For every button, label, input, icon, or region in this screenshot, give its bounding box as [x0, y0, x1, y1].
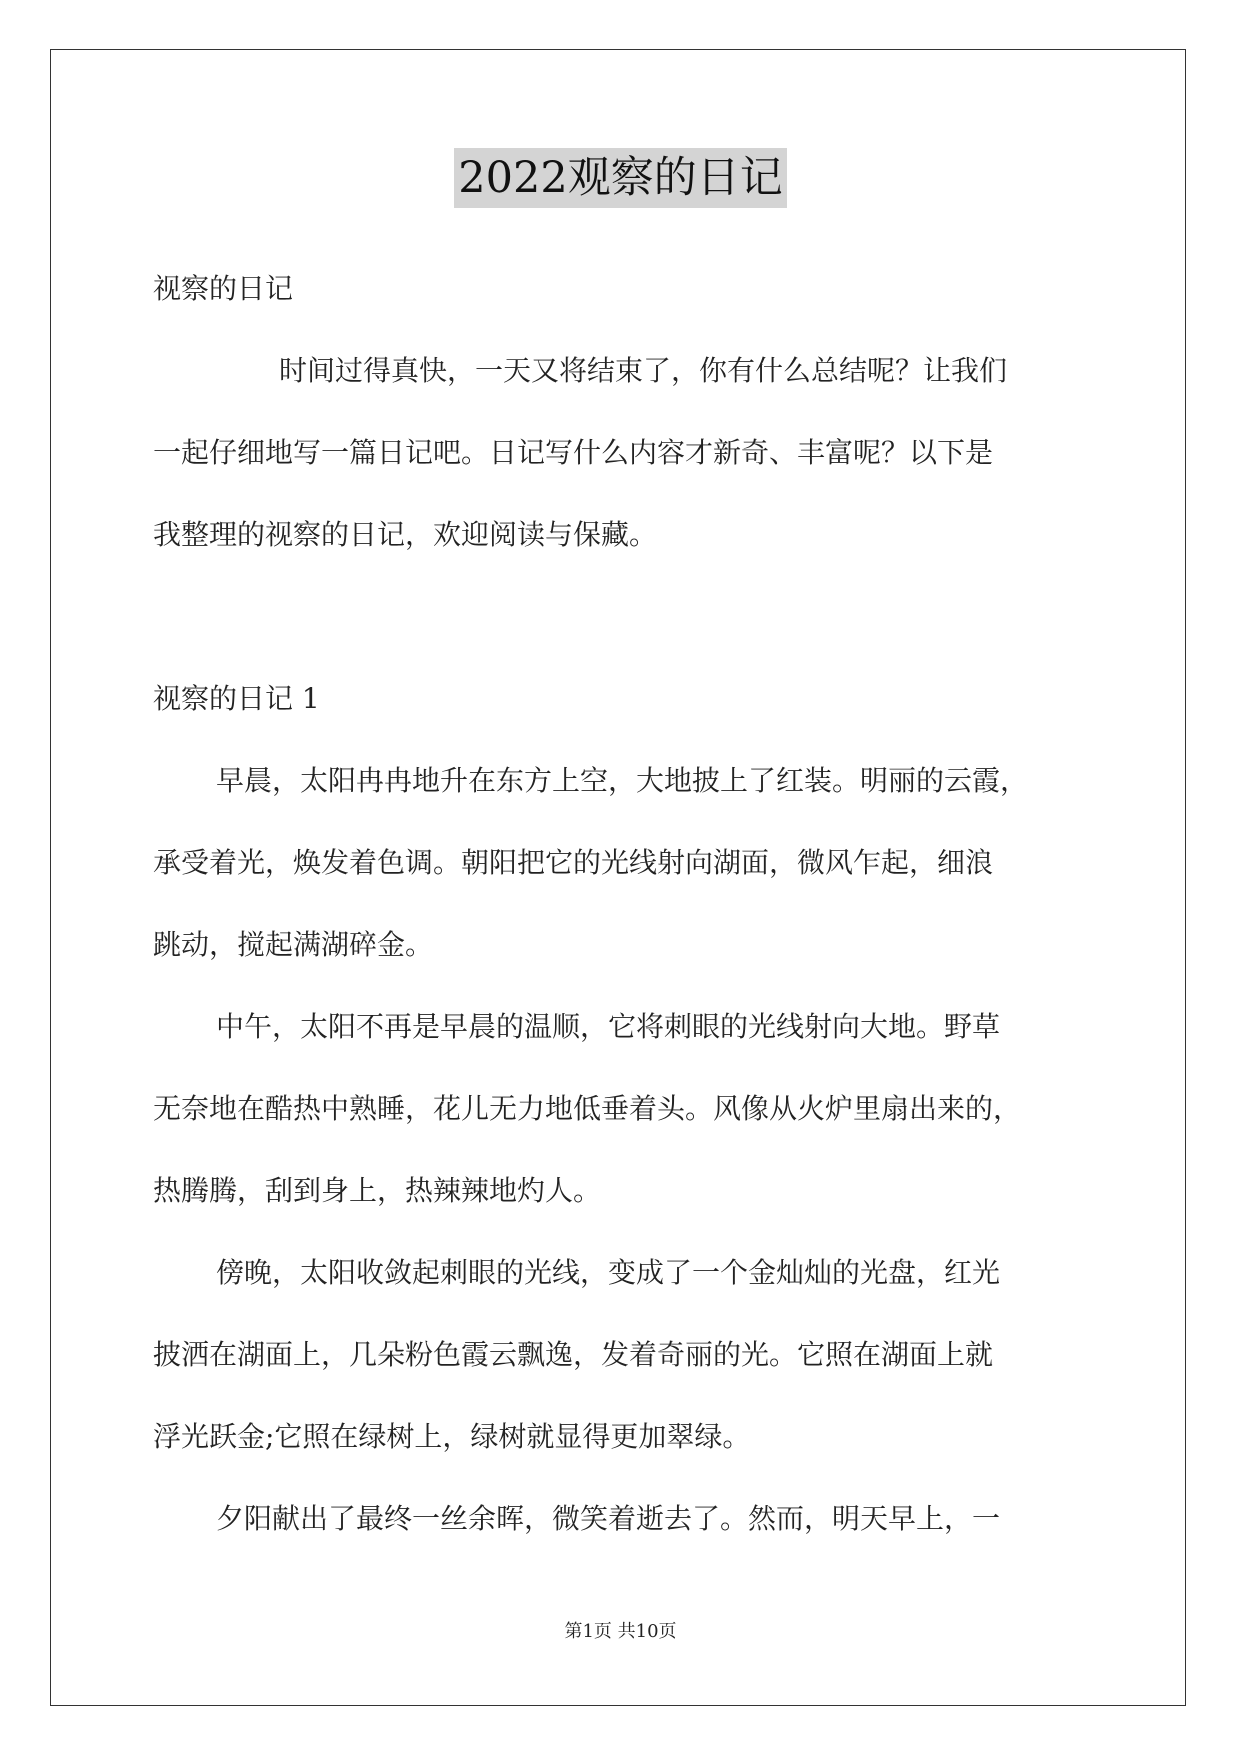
intro-line-1: 时间过得真快，一天又将结束了，你有什么总结呢？让我们 [279, 354, 1008, 387]
subtitle: 视察的日记 [153, 272, 294, 305]
morning-line-3: 跳动，搅起满湖碎金。 [153, 928, 434, 961]
section-heading: 视察的日记 1 [153, 682, 320, 715]
evening-line-1: 傍晚，太阳收敛起刺眼的光线，变成了一个金灿灿的光盘，红光 [216, 1256, 1001, 1289]
morning-line-2: 承受着光，焕发着色调。朝阳把它的光线射向湖面，微风乍起，细浪 [153, 846, 994, 879]
intro-line-2: 一起仔细地写一篇日记吧。日记写什么内容才新奇、丰富呢？以下是 [153, 436, 994, 469]
title-container [0, 148, 1241, 208]
sunset-line-1: 夕阳献出了最终一丝余晖，微笑着逝去了。然而，明天早上，一 [216, 1502, 1001, 1535]
noon-line-2: 无奈地在酷热中熟睡，花儿无力地低垂着头。风像从火炉里扇出来的， [153, 1092, 1022, 1125]
morning-line-1: 早晨，太阳冉冉地升在东方上空，大地披上了红装。明丽的云霞， [216, 764, 1029, 797]
document-title: 2022观察的日记 [454, 148, 786, 208]
evening-line-3: 浮光跃金;它照在绿树上，绿树就显得更加翠绿。 [153, 1420, 751, 1453]
page-footer: 第1页 共10页 [564, 1621, 677, 1642]
intro-line-3: 我整理的视察的日记，欢迎阅读与保藏。 [153, 518, 658, 551]
noon-line-3: 热腾腾，刮到身上，热辣辣地灼人。 [153, 1174, 602, 1207]
noon-line-1: 中午，太阳不再是早晨的温顺，它将刺眼的光线射向大地。野草 [216, 1010, 1001, 1043]
evening-line-2: 披洒在湖面上，几朵粉色霞云飘逸，发着奇丽的光。它照在湖面上就 [153, 1338, 994, 1371]
